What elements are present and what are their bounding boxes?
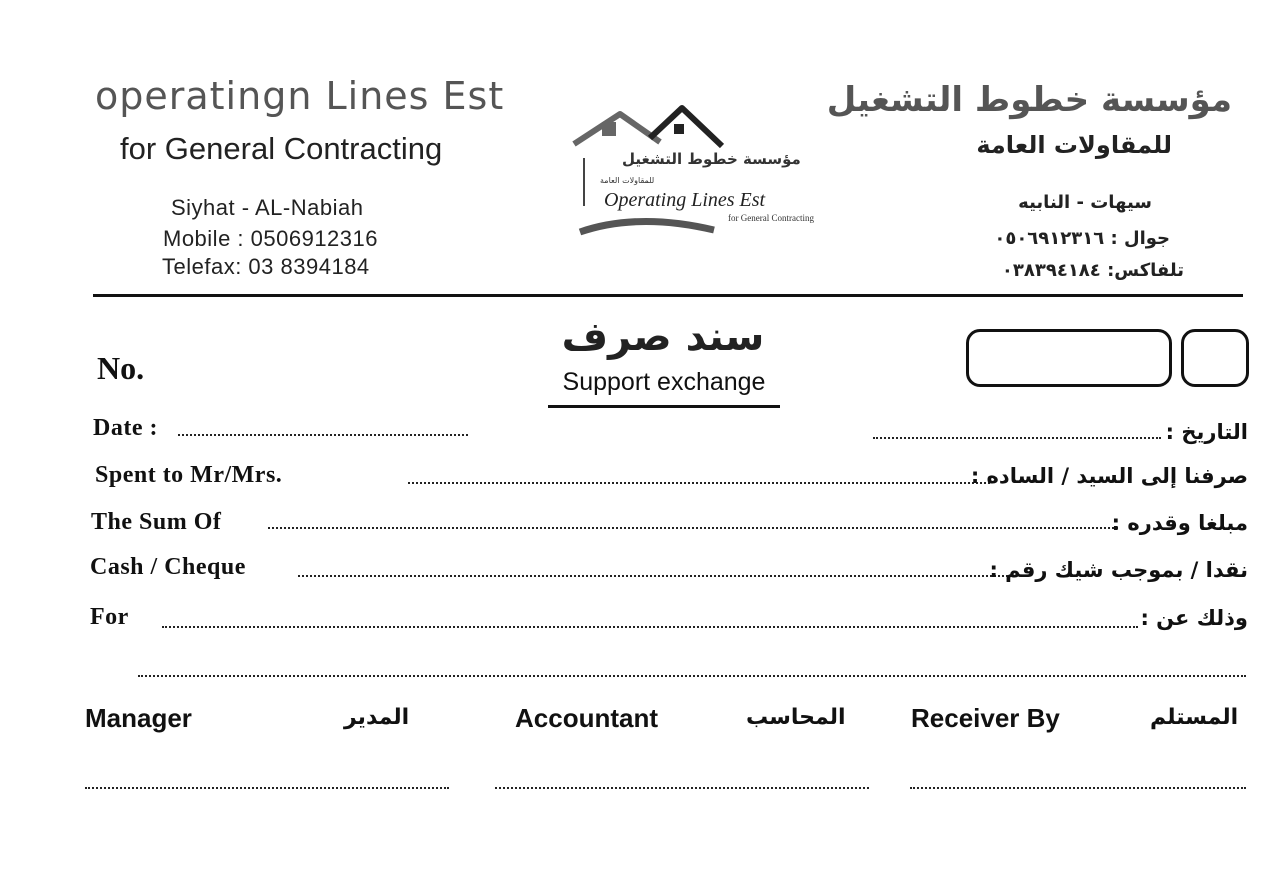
accountant-label-en: Accountant	[515, 703, 658, 733]
address-en: Siyhat - AL-Nabiah	[171, 195, 364, 220]
receiver-signature-line[interactable]	[910, 787, 1246, 789]
cash-cheque-label-en: Cash / Cheque	[90, 554, 246, 580]
date-label-en: Date :	[93, 415, 158, 441]
mobile-en: Mobile : 0506912316	[163, 226, 378, 251]
manager-label-en: Manager	[85, 703, 192, 733]
telefax-ar: تلفاكس: ٠٣٨٣٩٤١٨٤	[1001, 260, 1184, 281]
company-subtitle-ar: للمقاولات العامة	[976, 131, 1172, 159]
telefax-en: Telefax: 03 8394184	[162, 254, 370, 279]
amount-box-riyals[interactable]	[966, 329, 1172, 387]
receiver-label-ar: المستلم	[1150, 705, 1239, 730]
date-field-en[interactable]	[178, 434, 468, 436]
receiver-label-en: Receiver By	[911, 703, 1060, 733]
spent-to-label-en: Spent to Mr/Mrs.	[95, 462, 283, 488]
logo-sub-ar: للمقاولات العامة	[600, 176, 655, 185]
company-subtitle-en: for General Contracting	[120, 131, 443, 166]
manager-signature-line[interactable]	[85, 787, 449, 789]
company-name-ar: مؤسسة خطوط التشغيل	[826, 80, 1232, 120]
voucher-title-ar: سند صرف	[561, 314, 765, 360]
logo-sub-en: for General Contracting	[728, 213, 814, 223]
sum-label-ar: مبلغا وقدره :	[1111, 511, 1248, 535]
logo-name-ar: مؤسسة خطوط التشغيل	[622, 150, 801, 168]
for-label-ar: وذلك عن :	[1140, 606, 1248, 630]
header-divider	[93, 294, 1243, 297]
accountant-label-ar: المحاسب	[746, 705, 846, 730]
manager-label-ar: المدير	[344, 705, 410, 730]
mobile-ar: جوال : ٠٥٠٦٩١٢٣١٦	[994, 228, 1170, 249]
title-underline	[548, 405, 780, 408]
sum-field[interactable]	[268, 527, 1118, 529]
sum-label-en: The Sum Of	[91, 509, 222, 535]
voucher-title-en: Support exchange	[562, 368, 766, 396]
for-field[interactable]	[162, 626, 1138, 628]
voucher-number-label: No.	[97, 350, 145, 386]
amount-box-halalas[interactable]	[1181, 329, 1249, 387]
date-field-ar[interactable]	[873, 437, 1161, 439]
date-label-ar: التاريخ :	[1165, 420, 1248, 444]
accountant-signature-line[interactable]	[495, 787, 869, 789]
spent-to-field[interactable]	[408, 482, 990, 484]
company-name-en: operatingn Lines Est	[95, 74, 505, 118]
for-field-continued[interactable]	[138, 675, 1246, 677]
logo-name-en: Operating Lines Est	[604, 189, 766, 211]
for-label-en: For	[90, 604, 129, 630]
cash-cheque-label-ar: نقدا / بموجب شيك رقم :	[989, 558, 1248, 582]
spent-to-label-ar: صرفنا إلى السيد / الساده :	[970, 464, 1248, 488]
address-ar: سيهات - النابيه	[1018, 192, 1152, 213]
cash-cheque-field[interactable]	[298, 575, 1012, 577]
